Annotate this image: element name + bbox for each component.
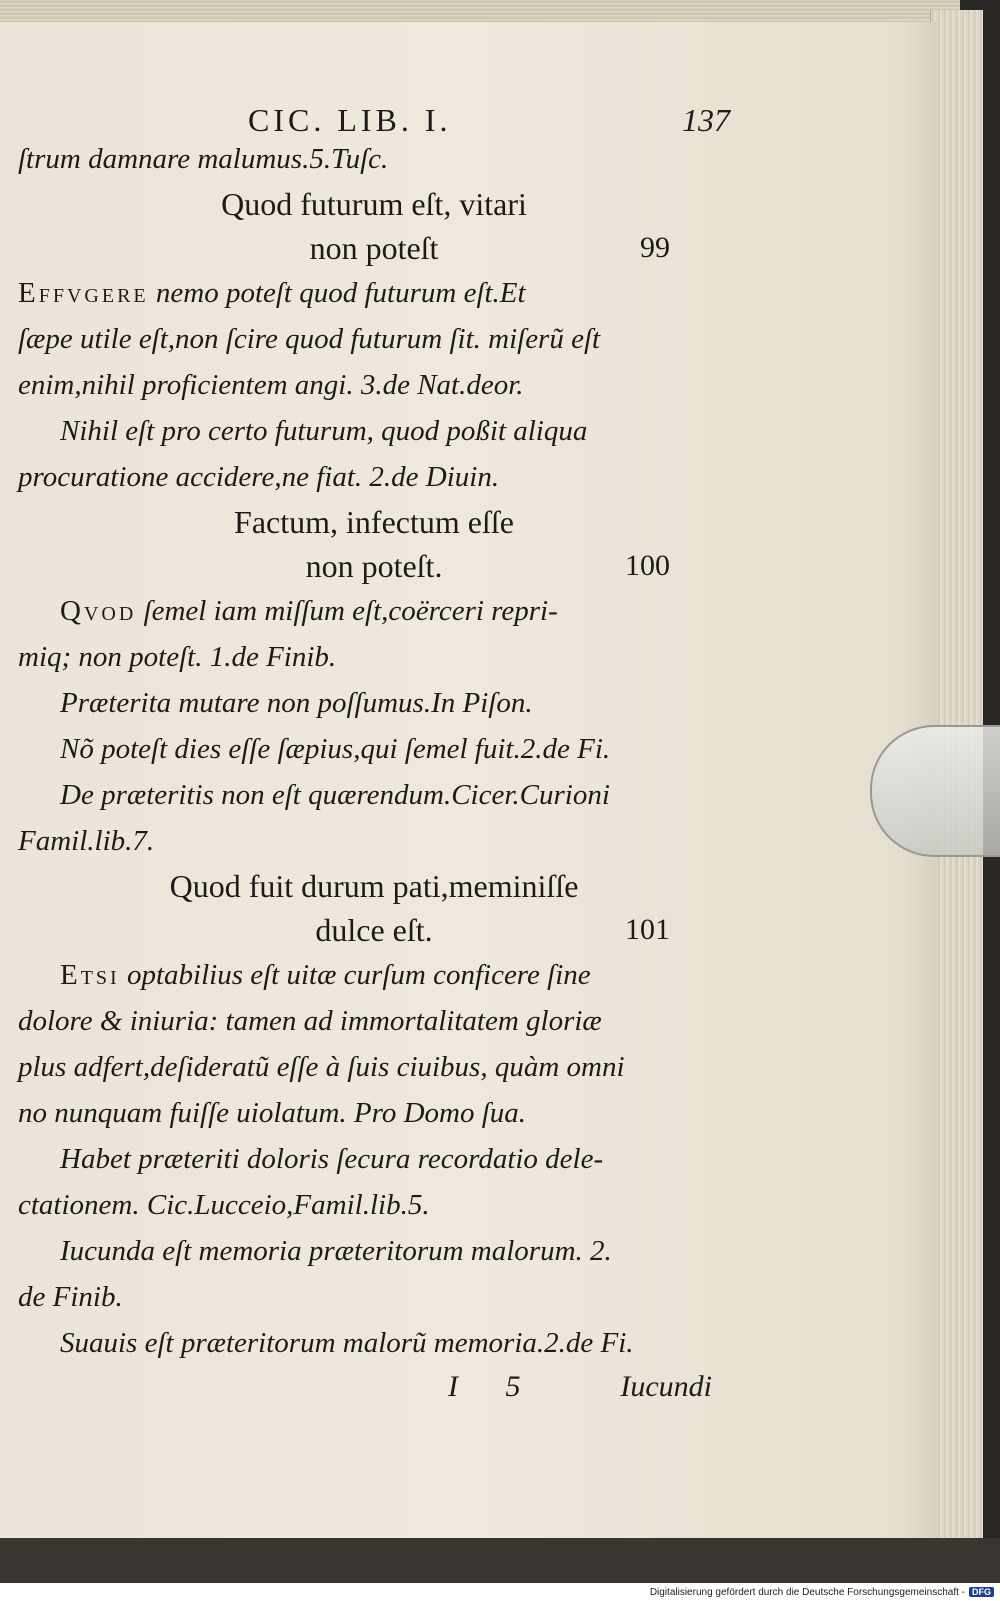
text-line [18,454,730,500]
line-text: Famil.lib.7. [18,825,155,857]
line-text: ſemel iam miſſum eſt,coërceri repri- [136,595,558,627]
lead-word: Effvgere [18,277,149,309]
line-text: Nõ poteſt dies eſſe ſæpius,qui ſemel fuit.2.de Fi. [60,733,611,765]
text-line [18,818,730,864]
footer-credit: Digitalisierung gefördert durch die Deutsche Forschungsgemeinschaft - [649,1586,965,1598]
section-heading [18,500,730,544]
scan-bottom-band [0,1538,1000,1583]
line-text: ſtrum damnare malumus.5.Tuſc. [18,143,389,175]
section-number: 99 [640,231,670,264]
section-number: 100 [625,549,670,582]
running-head: CIC. LIB. I. [248,102,452,138]
text-line [18,1136,730,1182]
page-header [18,92,730,136]
line-text: De præteritis non eſt quærendum.Cicer.Curioni [60,779,610,811]
line-text: procuratione accidere,ne fiat. 2.de Diuin. [18,461,500,493]
section-heading [18,226,730,270]
line-text: Suauis eſt præteritorum malorũ memoria.2.de Fi. [60,1327,634,1359]
text-line [18,1228,730,1274]
page-text [18,92,730,1414]
line-text: de Finib. [18,1281,123,1313]
text-line [18,316,730,362]
line-text: Nihil eſt pro certo futurum, quod poßit aliqua [60,415,588,447]
heading-text: Factum, infectum eſſe [234,504,514,540]
catchline [18,1366,730,1414]
text-line [18,634,730,680]
heading-text: non poteſt. [305,548,443,584]
line-text: ſæpe utile eſt,non ſcire quod futurum ſit. miſerũ eſt [18,323,601,355]
lead-word: Etsi [60,959,120,991]
heading-text: Quod futurum eſt, vitari [221,186,527,222]
text-line [18,998,730,1044]
heading-text: non poteſt [309,230,439,266]
section-number: 101 [625,913,670,946]
lead-word: Qvod [60,595,137,627]
line-text: no nunquam fuiſſe uiolatum. Pro Domo ſua. [18,1097,527,1129]
text-line [18,726,730,772]
text-line [18,680,730,726]
section-heading [18,182,730,226]
signature-mark: I 5 [448,1370,541,1403]
line-text: optabilius eſt uitæ curſum conficere ſine [119,959,591,991]
text-line [18,1044,730,1090]
line-text: dolore & iniuria: tamen ad immortalitatem gloriæ [18,1005,602,1037]
text-line [18,136,730,182]
text-line [18,772,730,818]
line-text: Iucunda eſt memoria præteritorum malorum. 2. [60,1235,612,1267]
text-line [18,1320,730,1366]
line-text: miq; non poteſt. 1.de Finib. [18,641,337,673]
folio-number: 137 [682,102,730,138]
text-line [18,408,730,454]
body-lines [18,136,730,1366]
line-text: nemo poteſt quod futurum eſt.Et [148,277,526,309]
line-text: enim,nihil proficientem angi. 3.de Nat.deor. [18,369,524,401]
section-heading [18,908,730,952]
line-text: ctationem. Cic.Lucceio,Famil.lib.5. [18,1189,430,1221]
heading-text: dulce eſt. [315,912,433,948]
text-line [18,362,730,408]
text-line [18,1274,730,1320]
line-text: plus adfert,deſideratũ eſſe à ſuis ciuibus, quàm omni [18,1051,625,1083]
footer [0,1583,1000,1601]
text-line [18,952,730,998]
text-line [18,588,730,634]
section-heading [18,544,730,588]
text-line [18,1090,730,1136]
catchword: Iucundi [620,1370,712,1403]
text-line [18,1182,730,1228]
dfg-logo: DFG [969,1587,994,1597]
text-line [18,270,730,316]
line-text: Habet præteriti doloris ſecura recordatio dele- [60,1143,604,1175]
line-text: Præterita mutare non poſſumus.In Piſon. [60,687,533,719]
page-clip [870,725,1000,857]
section-heading [18,864,730,908]
heading-text: Quod fuit durum pati,meminiſſe [169,868,579,904]
